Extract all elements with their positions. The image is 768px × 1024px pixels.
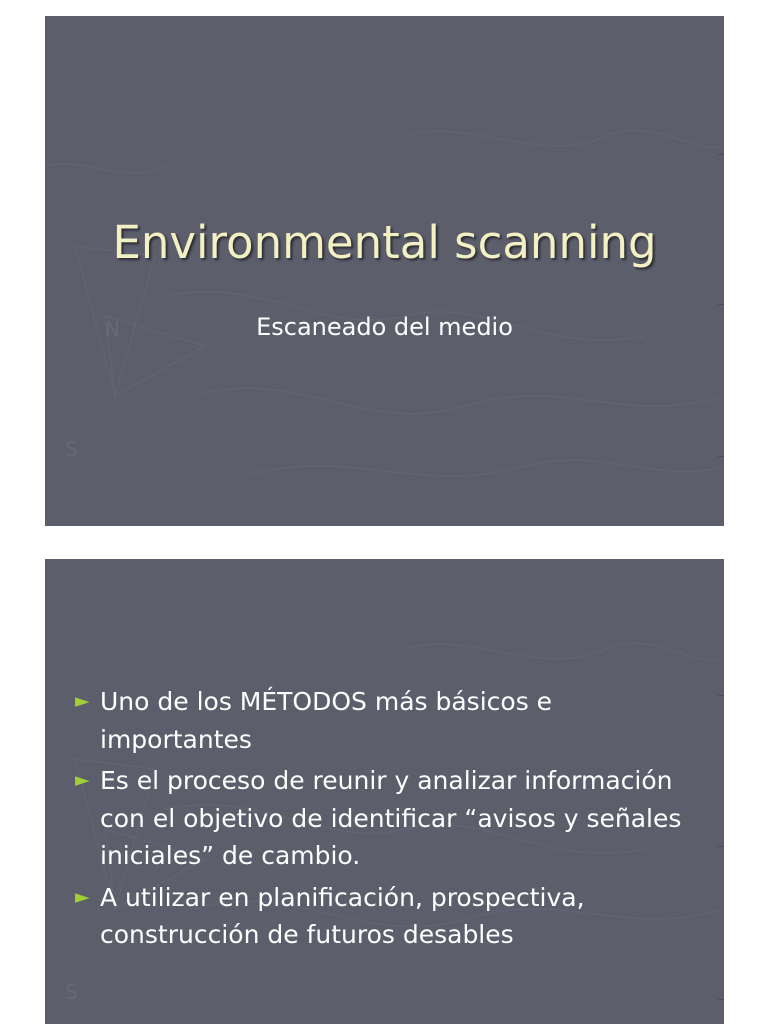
bullet-item [75, 683, 695, 758]
bullet-item [75, 762, 695, 875]
bullet-text: A utilizar en planificación, prospectiva, construcción de futuros desables [100, 882, 585, 949]
edge-tick [718, 154, 724, 155]
compass-letter-n: N [105, 317, 120, 341]
edge-tick [718, 999, 724, 1000]
edge-tick [718, 304, 724, 305]
edge-tick [718, 456, 724, 457]
bullet-text: Es el proceso de reunir y analizar información con el objetivo de identificar “avisos y señales iniciales” de cambio. [100, 766, 682, 870]
title-slide [45, 16, 724, 526]
bullet-list [75, 683, 695, 958]
slide-subtitle: Escaneado del medio [256, 313, 513, 341]
compass-letter-s: S [65, 437, 78, 461]
triangle-right-icon: ► [75, 769, 90, 791]
bullet-item [75, 879, 695, 954]
compass-letter-s: S [65, 980, 78, 1004]
compass-map-background [45, 16, 724, 526]
edge-tick [718, 695, 724, 696]
content-slide [45, 559, 724, 1024]
edge-tick [718, 846, 724, 847]
bullet-text: Uno de los MÉTODOS más básicos e importantes [100, 687, 553, 754]
triangle-right-icon: ► [75, 885, 90, 908]
slide-title: Environmental scanning [112, 216, 657, 269]
triangle-right-icon: ► [75, 690, 90, 712]
